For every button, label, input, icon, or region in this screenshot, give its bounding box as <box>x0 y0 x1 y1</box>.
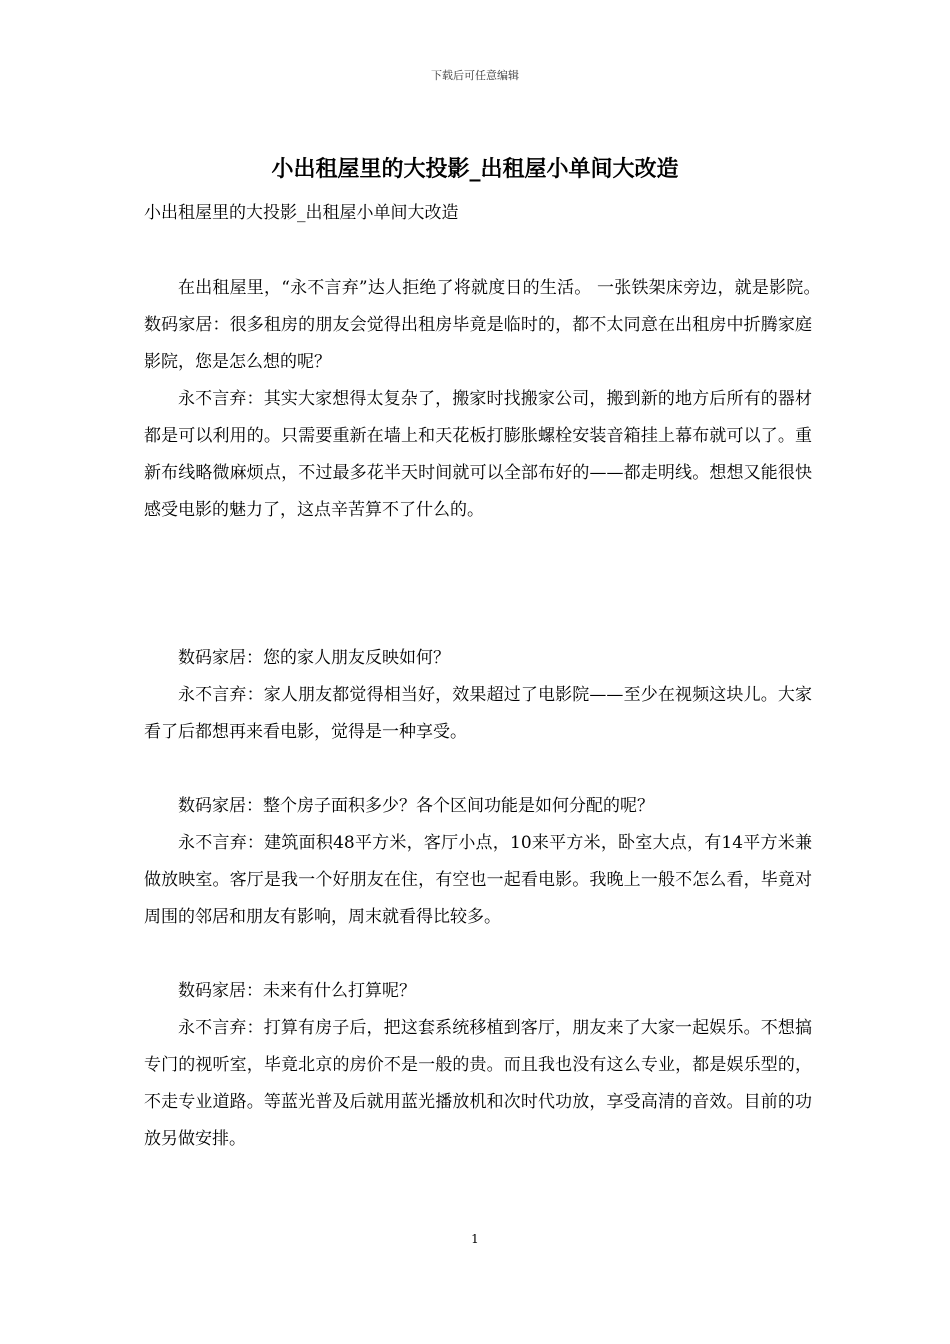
paragraph-spacer <box>144 751 812 788</box>
body-paragraph: 数码家居：未来有什么打算呢？ <box>178 981 416 1001</box>
document-body <box>144 270 829 1158</box>
body-paragraph: 在出租屋里，“永不言弃”达人拒绝了将就度日的生活。 一张铁架床旁边，就是影院。 数码家居：很多租房的朋友会觉得出租房毕竟是临时的，都不太同意在出租房中折腾家庭影院，您是怎么想的呢？ <box>144 278 829 372</box>
document-subtitle: 小出租屋里的大投影_出租屋小单间大改造 <box>144 203 459 223</box>
body-paragraph: 数码家居：整个房子面积多少？各个区间功能是如何分配的呢？ <box>178 796 654 816</box>
body-paragraph: 永不言弃：其实大家想得太复杂了，搬家时找搬家公司，搬到新的地方后所有的器材都是可以利用的。只需要重新在墙上和天花板打膨胀螺栓安装音箱挂上幕布就可以了。重新布线略微麻烦点，不过最多花半天时间就可以全部布好的——都走明线。想想又能很快感受电影的魅力了，这点辛苦算不了什么的。 <box>144 389 812 520</box>
body-paragraph: 永不言弃：建筑面积48平方米，客厅小点，10来平方米，卧室大点，有14平方米兼做放映室。客厅是我一个好朋友在住，有空也一起看电影。我晚上一般不怎么看，毕竟对周围的邻居和朋友有影响，周末就看得比较多。 <box>144 833 812 927</box>
paragraph-spacer <box>144 529 812 640</box>
page-number: 1 <box>471 1232 479 1246</box>
document-title: 小出租屋里的大投影_出租屋小单间大改造 <box>271 156 679 182</box>
paragraph-spacer <box>144 936 812 973</box>
body-paragraph: 永不言弃：家人朋友都觉得相当好，效果超过了电影院——至少在视频这块儿。大家看了后都想再来看电影，觉得是一种享受。 <box>144 685 812 742</box>
header-note: 下载后可任意编辑 <box>431 69 519 82</box>
body-paragraph: 数码家居：您的家人朋友反映如何？ <box>178 648 450 668</box>
body-paragraph: 永不言弃：打算有房子后，把这套系统移植到客厅，朋友来了大家一起娱乐。不想搞专门的视听室，毕竟北京的房价不是一般的贵。而且我也没有这么专业，都是娱乐型的，不走专业道路。等蓝光普及后就用蓝光播放机和次时代功放，享受高清的音效。目前的功放另做安排。 <box>144 1018 812 1149</box>
